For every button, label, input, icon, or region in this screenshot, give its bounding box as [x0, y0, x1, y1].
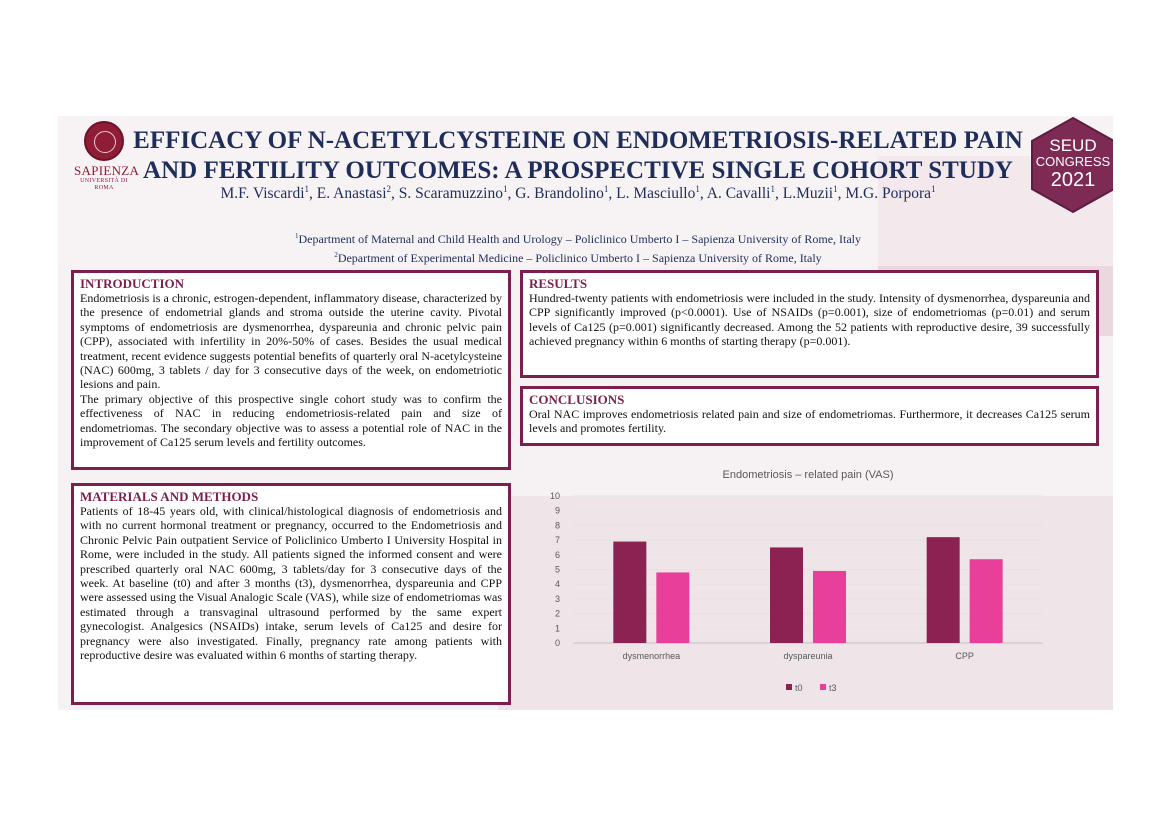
author-name: G. Brandolino: [515, 185, 604, 203]
author-affiliation-number: 1: [502, 184, 508, 194]
author-name: M.G. Porpora: [845, 185, 932, 203]
author-affiliation-number: 1: [770, 184, 775, 194]
title-line-1: EFFICACY OF N-ACETYLCYSTEINE ON ENDOMETRIOSIS-RELATED PAIN: [133, 127, 1023, 154]
author-affiliation-number: 1: [695, 184, 700, 194]
bar-t3-CPP: [970, 559, 1003, 643]
poster-title: [118, 126, 1038, 186]
y-tick-label: 3: [554, 593, 560, 604]
methods-heading: MATERIALS AND METHODS: [80, 489, 259, 504]
author-affiliation-number: 1: [833, 184, 838, 194]
chart-title: Endometriosis – related pain (VAS): [722, 469, 894, 481]
bar-t3-dyspareunia: [813, 571, 846, 643]
introduction-section: [71, 270, 511, 470]
author-affiliation-number: 1: [304, 184, 310, 194]
y-tick-label: 1: [554, 623, 560, 634]
author-affiliation-number: 1: [931, 184, 936, 194]
y-tick-label: 6: [554, 549, 560, 560]
y-tick-label: 0: [554, 638, 560, 648]
logo-name: SAPIENZA: [74, 163, 140, 178]
author-affiliation-number: 2: [386, 184, 392, 194]
bar-t0-dysmenorrhea: [613, 542, 646, 643]
author-name: S. Scaramuzzino: [398, 185, 503, 203]
conclusions-heading: CONCLUSIONS: [529, 392, 625, 407]
title-line-2: AND FERTILITY OUTCOMES: A PROSPECTIVE SINGLE COHORT STUDY: [143, 157, 1013, 184]
introduction-paragraph-2: The primary objective of this prospective single cohort study was to confirm the effectiveness of NAC in reducing endometriosis-related pain and size of endometriomas. The secondary objective was to assess a potential role of NAC in the improvement of Ca125 serum levels and fertility outcomes.: [80, 391, 502, 450]
y-tick-label: 10: [549, 491, 560, 501]
seud-congress-logo: [1028, 116, 1113, 214]
x-tick-label: CPP: [955, 651, 974, 661]
methods-paragraph: Patients of 18-45 years old, with clinical/histological diagnosis of endometriosis and with no current hormonal treatment or pregnancy, occurred to the Endometriosis and Chronic Pelvic Pain outpatient Service of Policlinico Umberto I University Hospital in Rome, were included in the study. All patients signed the informed consent and were prescribed quarterly oral NAC 600mg, 3 tablets/day for 3 consecutive days of the week. At baseline (t0) and after 3 months (t3), dysmenorrhea, dyspareunia and CPP were assessed using the Visual Analogic Scale (VAS), while size of endometriomas was estimated through a transvaginal ultrasound performed by the same expert gynecologist. Analgesics (NSAIDs) intake, serum levels of Ca125 and desire for pregnancy were also investigated. Finally, pregnancy rate among patients with reproductive desire was evaluated within 6 months of starting therapy.: [80, 504, 502, 663]
affiliation-1: $^1$Department of Maternal and Child Health and Urology – Policlinico Umberto I – Sapienza University of Rome, Italy: [294, 232, 862, 246]
author-name: E. Anastasi: [316, 185, 387, 203]
bar-t3-dysmenorrhea: [656, 572, 689, 643]
results-paragraph: Hundred-twenty patients with endometriosis were included in the study. Intensity of dysmenorrhea, dyspareunia and CPP significantly improved (p<0.0001). Use of NSAIDs (p=0.001), size of endometriomas (p=0.01) and serum levels of Ca125 (p=0.001) significantly decreased. Among the 52 patients with reproductive desire, 39 successfully achieved pregnancy within 6 months of starting therapy (p=0.001).: [529, 291, 1090, 349]
y-tick-label: 4: [554, 579, 560, 590]
author-affiliation-number: 1: [603, 184, 609, 194]
legend-swatch-t3: [820, 684, 826, 690]
methods-section: [71, 483, 511, 705]
y-tick-label: 5: [554, 564, 560, 575]
introduction-paragraph-1: Endometriosis is a chronic, estrogen-dependent, inflammatory disease, characterized by the presence of endometrial glands and stroma outside the uterine cavity. Pivotal symptoms of endometriosis are dysmenorrhea, dyspareunia and chronic pelvic pain (CPP), associated with infertility in 20%-50% of cases. Besides the usual medical treatment, recent evidence suggests potential benefits of quarterly oral N-acetylcysteine (NAC) 600mg, 3 tablets / day for 3 consecutive days of the week, on endometriotic lesions and pain.: [80, 291, 502, 392]
y-tick-label: 2: [554, 608, 560, 619]
y-tick-label: 9: [554, 505, 560, 516]
poster: [58, 116, 1113, 710]
conclusions-paragraph: Oral NAC improves endometriosis related pain and size of endometriomas. Furthermore, it decreases Ca125 serum levels and promotes fertility.: [529, 407, 1090, 436]
logo-subtitle: UNIVERSITÀ DI ROMA: [80, 178, 128, 191]
author-name: A. Cavalli: [706, 185, 771, 203]
affiliation-2: $^2$Department of Experimental Medicine – Policlinico Umberto I – Sapienza University of Rome, Italy: [334, 251, 822, 265]
author-list: M.F. Viscardi$^1$, E. Anastasi$^2$, S. Scaramuzzino$^1$, G. Brandolino$^1$, L. Masciullo$^1$, A. Cavalli$^1$, L.Muzii$^1$, M.G. Porpora$^1$: [220, 184, 936, 203]
conclusions-section: [520, 386, 1099, 446]
x-tick-label: dysmenorrhea: [622, 651, 681, 661]
bar-t0-CPP: [927, 537, 960, 643]
results-section: [520, 270, 1099, 378]
x-tick-label: dyspareunia: [783, 651, 833, 661]
results-heading: RESULTS: [529, 276, 588, 291]
vas-bar-chart: [528, 462, 1073, 702]
author-name: L.Muzii: [782, 185, 834, 203]
introduction-heading: INTRODUCTION: [80, 276, 185, 291]
author-name: M.F. Viscardi: [220, 185, 305, 203]
legend-label-t3: t3: [829, 683, 837, 693]
legend-label-t0: t0: [795, 683, 803, 693]
author-name: L. Masciullo: [616, 185, 696, 203]
affiliations: [118, 228, 1038, 266]
legend-swatch-t0: [786, 684, 792, 690]
y-tick-label: 7: [554, 535, 560, 546]
y-tick-label: 8: [554, 520, 560, 531]
bar-t0-dyspareunia: [770, 547, 803, 643]
seud-logo-text: SEUD CONGRESS 2021: [1035, 136, 1111, 191]
chart-canvas: [528, 462, 1073, 702]
